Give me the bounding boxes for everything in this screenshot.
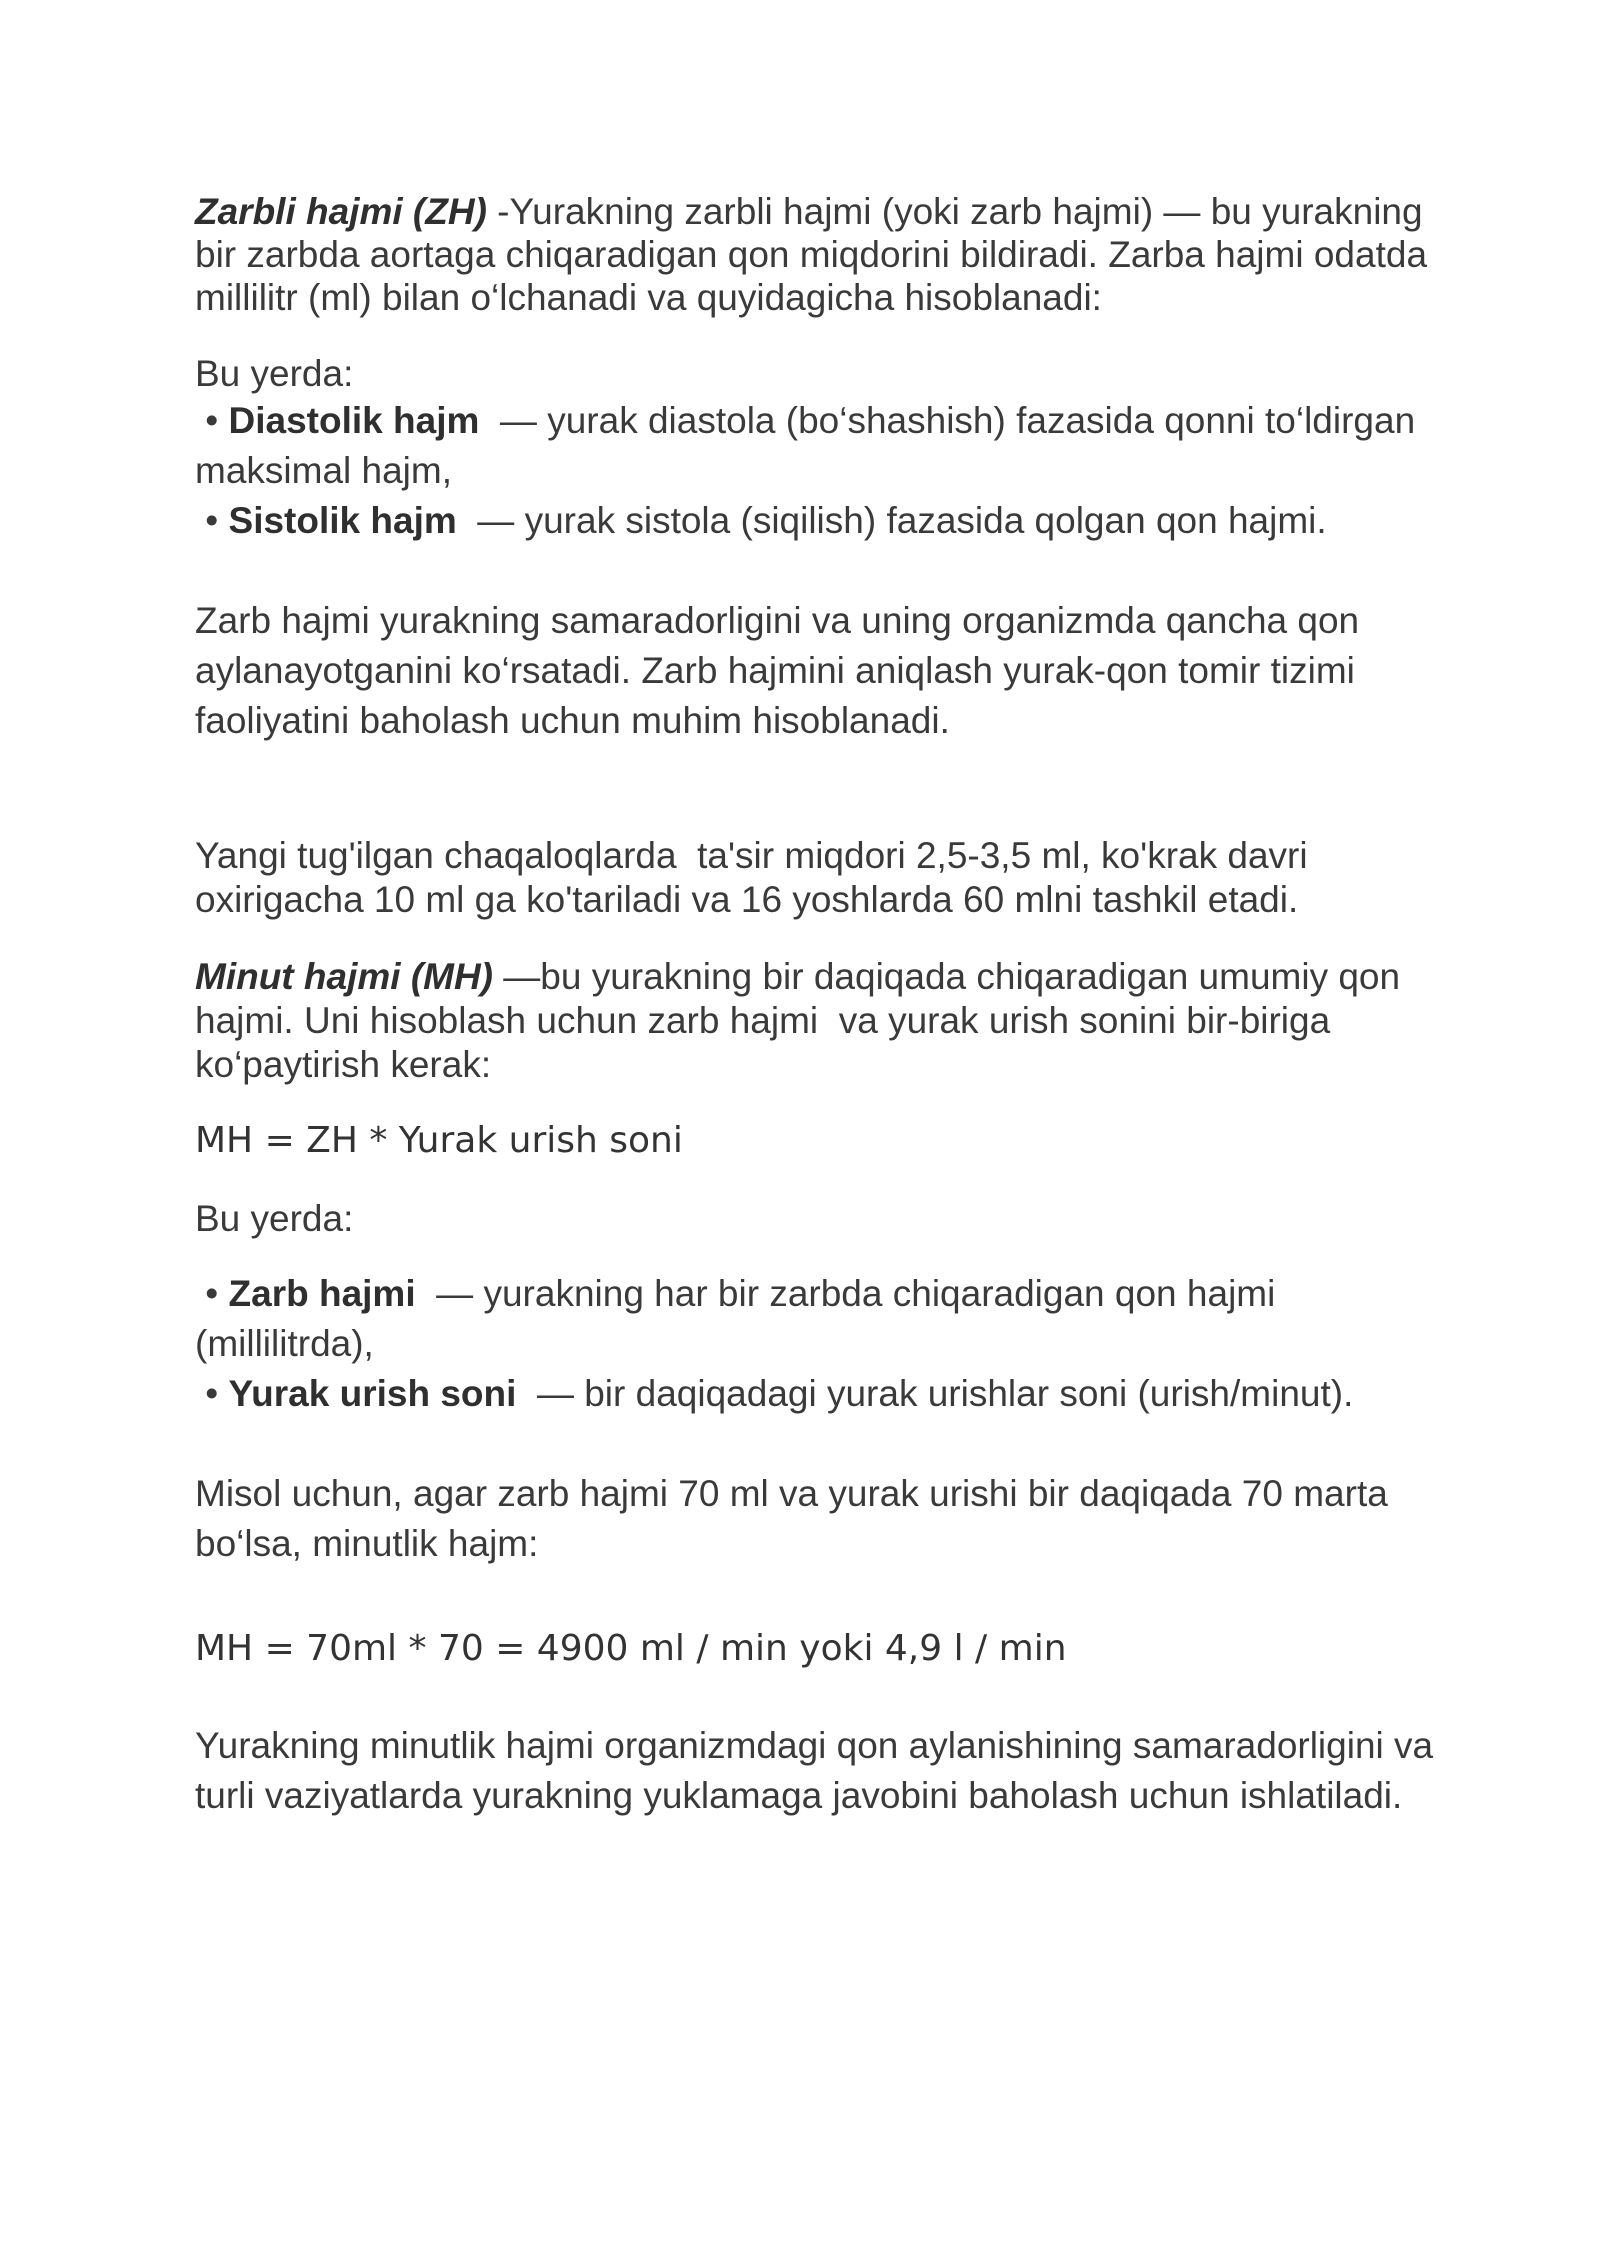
- bullet-marker: •: [195, 500, 229, 541]
- bullet-marker: •: [195, 1273, 229, 1314]
- mh-bullet-heart-rate: [195, 1369, 1435, 1419]
- conclusion-paragraph: Yurakning minutlik hajmi organizmdagi qon aylanishining samaradorligini va turli vaziyatlarda yurakning yuklamaga javobini baholash uchun ishlatiladi.: [195, 1725, 1434, 1816]
- bullet-term: Sistolik hajm: [228, 500, 457, 541]
- mh-intro-paragraph: [195, 955, 1435, 1087]
- mh-bullet-stroke-volume: [195, 1269, 1435, 1369]
- mh-formula: MH = ZH * Yurak urish soni: [195, 1120, 683, 1161]
- newborn-paragraph: Yangi tug'ilgan chaqaloqlarda ta'sir miqdori 2,5-3,5 ml, ko'krak davri oxirigacha 10 ml ga ko'tariladi va 16 yoshlarda 60 mlni tashkil etadi.: [195, 835, 1318, 920]
- zh-significance-paragraph: Zarb hajmi yurakning samaradorligini va uning organizmda qancha qon aylanayotganini ko‘rsatadi. Zarb hajmini aniqlash yurak-qon tomir tizimi faoliyatini baholash uchun muhim hisoblanadi.: [195, 600, 1360, 741]
- bullet-term: Diastolik hajm: [228, 400, 480, 441]
- document-page: [195, 190, 1435, 1821]
- zh-intro-paragraph: [195, 190, 1435, 319]
- bullet-text: — yurak sistola (siqilish) fazasida qolgan qon hajmi.: [456, 500, 1327, 541]
- zh-term: Zarbli hajmi (ZH): [195, 191, 487, 232]
- zh-bullet-systolic: [195, 496, 1435, 546]
- bullet-term: Yurak urish soni: [228, 1373, 517, 1414]
- example-formula: MH = 70ml * 70 = 4900 ml / min yoki 4,9 l / min: [195, 1628, 1067, 1669]
- bullet-marker: •: [195, 1373, 229, 1414]
- example-paragraph: Misol uchun, agar zarb hajmi 70 ml va yurak urishi bir daqiqada 70 marta bo‘lsa, minutlik hajm:: [195, 1473, 1388, 1564]
- bullet-text: — yurak diastola (bo‘shashish) fazasida qonni to‘ldirgan maksimal hajm,: [195, 400, 1426, 491]
- mh-term: Minut hajmi (MH): [195, 956, 494, 997]
- mh-where-label: Bu yerda:: [195, 1198, 354, 1239]
- zh-bullet-diastolic: [195, 396, 1435, 496]
- bullet-text: — bir daqiqadagi yurak urishlar soni (urish/minut).: [516, 1373, 1354, 1414]
- zh-where-label: Bu yerda:: [195, 353, 354, 394]
- bullet-text: — yurakning har bir zarbda chiqaradigan qon hajmi (millilitrda),: [195, 1273, 1286, 1364]
- zh-intro-text: -Yurakning zarbli hajmi (yoki zarb hajmi) — bu yurakning bir zarbda aortaga chiqaradigan qon miqdorini bildiradi. Zarba hajmi odatda millilitr (ml) bilan o‘lchanadi va quyidagicha hisoblanadi:: [195, 191, 1428, 318]
- bullet-marker: •: [195, 400, 229, 441]
- mh-intro-text: —bu yurakning bir daqiqada chiqaradigan umumiy qon hajmi. Uni hisoblash uchun zarb hajmi va yurak urish sonini bir-biriga ko‘paytirish kerak:: [195, 956, 1411, 1085]
- bullet-term: Zarb hajmi: [228, 1273, 416, 1314]
